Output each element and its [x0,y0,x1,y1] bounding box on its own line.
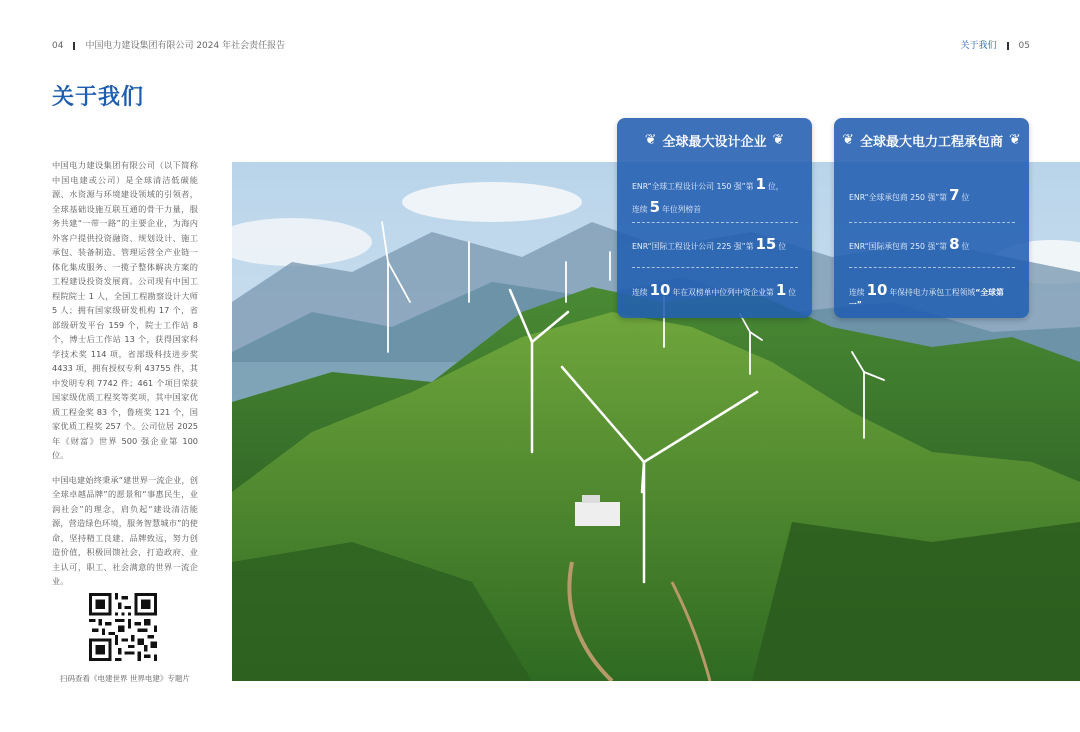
stat-text: 年位列榜首 [662,205,702,214]
laurel-right-icon: ❦ [772,132,785,148]
dashed-divider [632,222,798,223]
stat-text: 连续 [632,288,648,297]
stat-text: ENR“国际承包商 250 强”第 [849,242,948,251]
card-title-text: 全球最大设计企业 [662,134,767,150]
stat-text: 连续 [849,288,865,297]
power-contractor-card [834,118,1029,318]
laurel-left-icon: ❦ [644,132,657,148]
card-stat-row [632,175,798,193]
intro-text [52,158,198,599]
stat-text: 位 [778,242,787,251]
qr-caption: 扫码查看《电建世界 世界电建》专题片 [60,674,190,683]
stat-text: 年在双榜单中位列中资企业第 [672,288,774,297]
stat-text: 连续 [632,205,648,214]
qr-code[interactable] [89,593,157,661]
card-stat-row [849,281,1015,310]
card-stat-row [632,198,798,216]
card-title-text: 全球最大电力工程承包商 [859,134,1003,150]
stat-text: 年保持电力承包工程领域 [889,288,976,297]
card-title [617,129,812,151]
stat-number: 10 [866,281,888,299]
design-enterprise-card [617,118,812,318]
dashed-divider [849,267,1015,268]
dashed-divider [849,222,1015,223]
stat-number: 1 [755,175,766,193]
stat-text: 位 [961,242,970,251]
header-right [961,38,1030,51]
card-stat-row [632,235,798,253]
divider [1007,42,1009,50]
stat-number: 8 [949,235,960,253]
header-left [52,38,285,51]
stat-text: 位 [961,193,970,202]
divider [73,42,75,50]
card-title [834,129,1029,151]
stat-text: 位 [788,288,797,297]
stat-text: ENR“国际工程设计公司 225 强”第 [632,242,754,251]
card-stat-row [849,235,1015,253]
stat-text: ENR“全球工程设计公司 150 强”第 [632,182,754,191]
stat-highlight: “全球第一” [849,288,1004,309]
stat-text: 位， [767,182,784,191]
report-title: 中国电力建设集团有限公司 2024 年社会责任报告 [85,41,286,51]
dashed-divider [632,267,798,268]
laurel-left-icon: ❦ [842,132,854,148]
page-number-right: 05 [1018,41,1030,51]
stat-number: 5 [649,198,661,216]
card-stat-row [849,186,1015,204]
intro-paragraph-2: 中国电建始终秉承“建世界一流企业，创全球卓越品牌”的愿景和“事惠民生，业润社会”的理念，肩负起“建设清洁能源，营造绿色环境，服务智慧城市”的使命，坚持精工良建、品牌致远，努力创造价值，积极回馈社会，打造政府、业主认可，职工、社会满意的世界一流企业。 [52,474,198,586]
intro-paragraph-1: 中国电力建设集团有限公司（以下简称中国电建或公司）是全球清洁低碳能源、水资源与环境建设领域的引领者，全球基础设施互联互通的骨干力量，服务共建“一带一路”的主要企业，为海内外客户提供投资融资、规划设计、施工承包、装备制造、管理运营全产业链一体化集成服务、一揽子整体解决方案的工程建设投资发展商。公司现有中国工程院院士 1 人，全国工程勘察设计大师 5 人；拥有国家级研发机构 17 个，省部级研发平台 159 个，院士工作站 8 个，博士后工作站 13 个，获得国家科学技术奖 114 项，省部级科技进步奖 4433 项，拥有授权专利 43755 件，其中发明专利 7742 件；461 个项目荣获国家级优质工程奖等奖项，其中国家优质工程金奖 83 个，鲁班奖 121 个，国家优质工程奖 257 个。公司位居 2025 年《财富》世界 500 强企业第 100 位。 [52,160,198,460]
page-title: 关于我们 [52,85,145,110]
stat-number: 7 [949,186,960,204]
stat-number: 15 [755,235,777,253]
card-stat-row [632,281,798,299]
stat-number: 10 [649,281,671,299]
stat-number: 1 [775,281,787,299]
laurel-right-icon: ❦ [1009,132,1021,148]
stat-text: ENR“全球承包商 250 强”第 [849,193,948,202]
page-number-left: 04 [52,41,64,51]
section-title: 关于我们 [960,41,997,51]
